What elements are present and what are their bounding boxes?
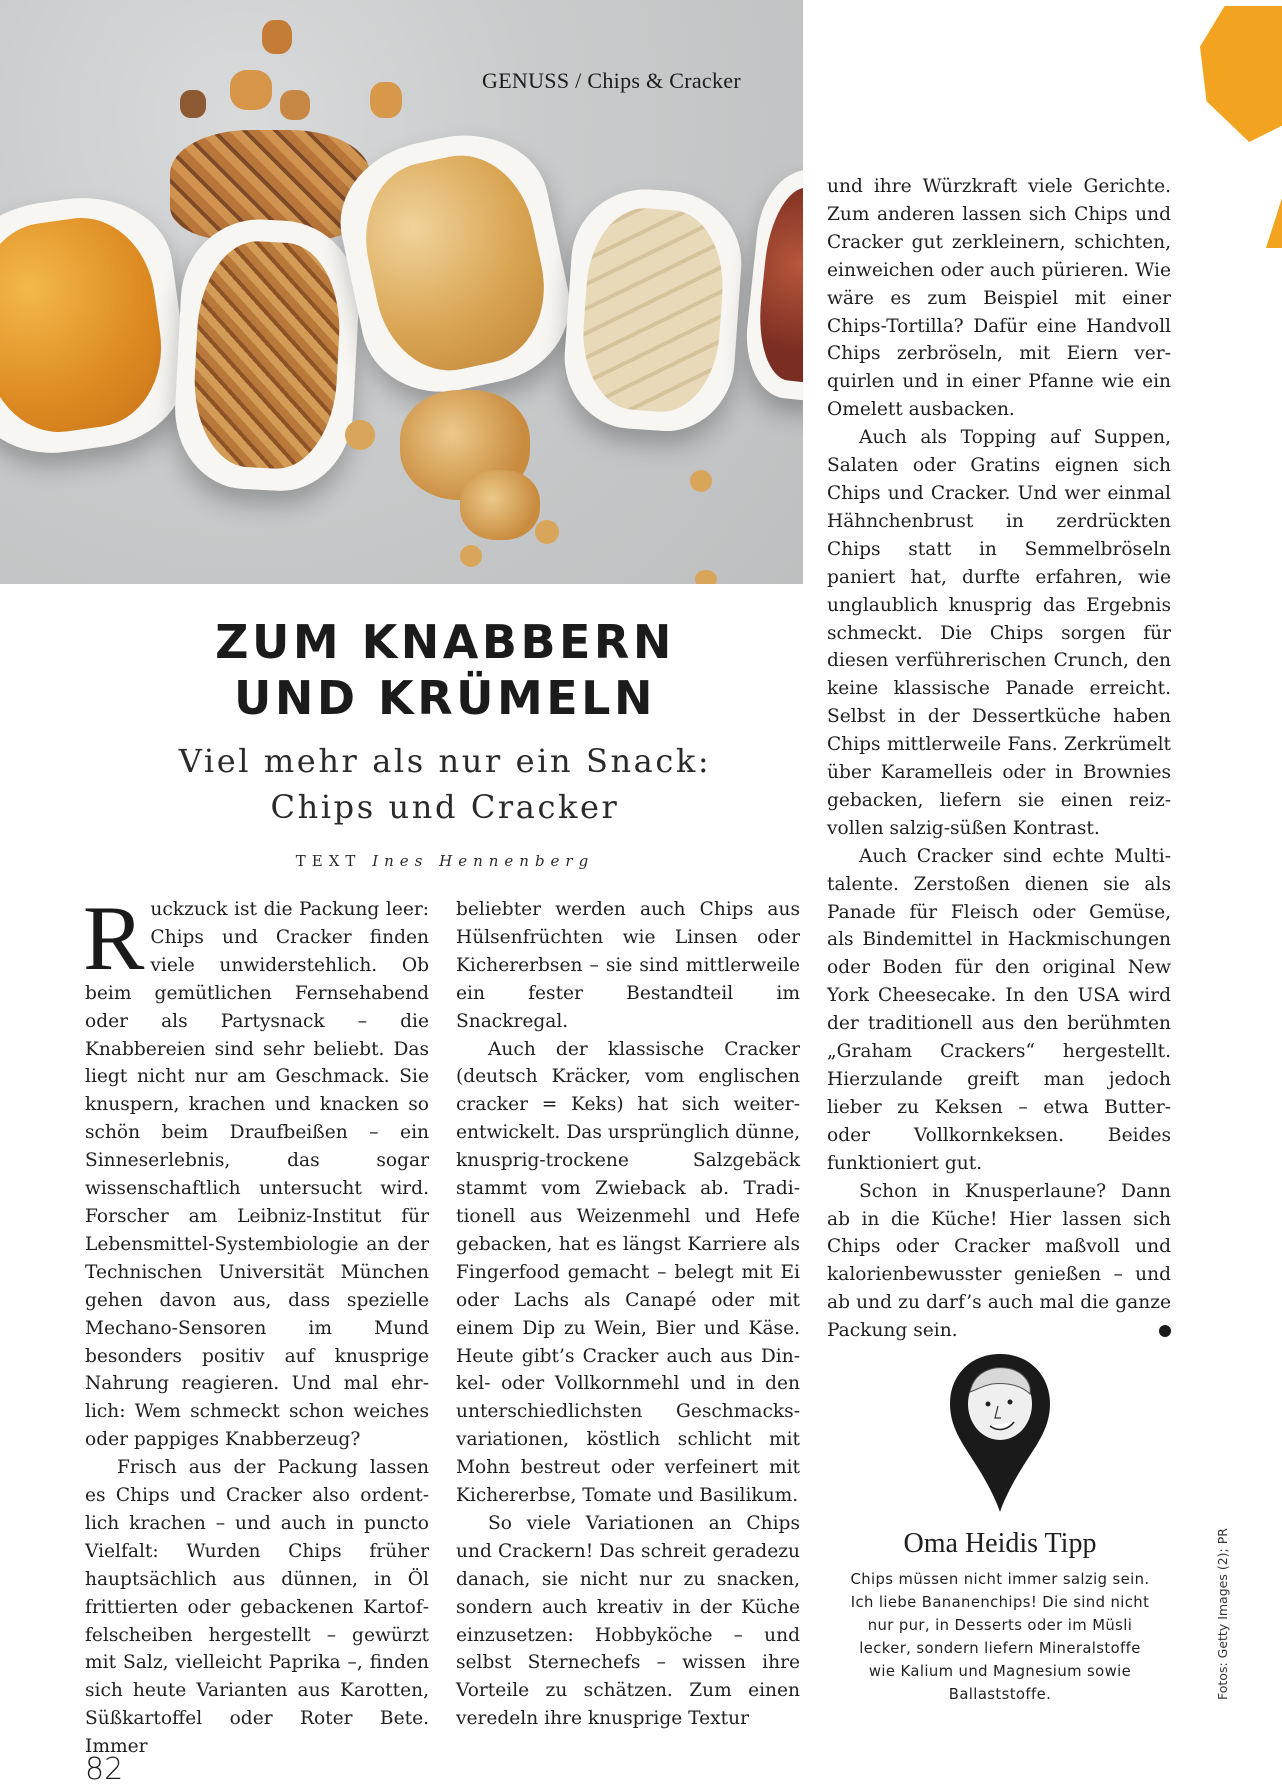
loose-popcorn — [690, 470, 712, 492]
paragraph: beliebter werden auch Chips aus Hülsenfrüchten wie Linsen oder Kichererbsen – sie sind mittlerweile ein fester Bestandteil im Snackregal. — [456, 899, 800, 1032]
column-middle — [456, 896, 800, 1733]
loose-snack-piece — [180, 90, 206, 118]
map-pin-portrait-icon — [948, 1352, 1052, 1514]
page-number: 82 — [85, 1752, 124, 1787]
loose-snack-piece — [280, 90, 310, 120]
loose-snack-piece — [370, 82, 402, 118]
decorative-chip — [1200, 6, 1282, 142]
paragraph: Schon in Knusperlaune? Dann ab in die Küche! Hier lassen sich Chips oder Cracker maßvoll und kalorienbewusster genießen – und ab und zu darf’s auch mal die ganze Packung sein. — [827, 1180, 1171, 1342]
decorative-chip — [1266, 198, 1282, 248]
headline-line-2: UND KRÜMELN — [234, 671, 656, 725]
column-right — [827, 173, 1171, 1345]
loose-popcorn — [460, 545, 482, 567]
byline-author: Ines Hennenberg — [372, 852, 595, 870]
hero-photo — [0, 0, 803, 584]
paragraph: Auch der klassische Cracker (deutsch Kräcker, vom englischen cracker = Keks) hat sich weiterentwickelt. Das ursprünglich dünne, knusprig-trockene Salzgebäck stammt vom Zwieback ab. Traditionell aus Weizenmehl und Hefe gebacken, hat es längst Karriere als Fingerfood gemacht – belegt mit Ei oder Lachs als Canapé oder mit einem Dip zu Wein, Bier und Käse. Heute gibt’s Cracker auch aus Dinkel- oder Vollkornmehl und in den unterschiedlichsten Geschmacksvariationen, köstlich schlicht mit Mohn bestreut oder verfeinert mit Kichererbse, Tomate und Basilikum. — [456, 1038, 800, 1507]
article-headline — [80, 614, 810, 726]
paragraph: und ihre Würzkraft viele Gerichte. Zum anderen lassen sich Chips und Cracker gut zerkleinern, schichten, einweichen oder auch pürieren. Wie wäre es zum Beispiel mit einer Chips-Tortilla? Dafür eine Handvoll Chips zerbröseln, mit Eiern verquirlen und in einer Pfanne wie ein Omelett ausbacken. — [827, 176, 1171, 421]
column-left — [83, 887, 429, 1761]
loose-popcorn — [460, 470, 540, 540]
bowl-beet-chips — [740, 165, 803, 405]
tip-title: Oma Heidis Tipp — [903, 1528, 1097, 1559]
bowl-seeded-crackers — [560, 184, 746, 435]
loose-snack-piece — [230, 70, 272, 110]
loose-popcorn — [535, 520, 559, 544]
paragraph: Auch Cracker sind echte Multitalente. Zerstoßen dienen sie als Panade für Fleisch oder Gemüse, als Bindemittel in Hackmischungen oder Boden für den original New York Cheesecake. In den USA wird der traditionell aus den berühmten „Graham Crackers“ hergestellt. Hierzulande greift man jedoch lieber zu Keksen – etwa Butter- oder Vollkornkeksen. Beides funktioniert gut. — [827, 845, 1171, 1174]
drop-cap: R — [83, 887, 145, 989]
paragraph: So viele Variationen an Chips und Crackern! Das schreit geradezu danach, sie nicht nur zu snacken, sondern auch kreativ in der Küche einzusetzen: Hobbyköche – und selbst Sternechefs – wissen ihre Vorteile zu schätzen. Zum einen veredeln ihre knusprige Textur — [456, 1512, 800, 1730]
article-subtitle — [80, 738, 810, 830]
loose-snack-piece — [262, 20, 292, 54]
subtitle-line-2: Chips und Cracker — [270, 788, 620, 826]
section-label: GENUSS / Chips & Cracker — [482, 68, 741, 93]
loose-popcorn — [695, 570, 717, 584]
paragraph: Ruckzuck ist die Packung leer: Chips und Cracker finden viele unwiderstehlich. Ob beim gemütlichen Fernsehabend oder als Partysnack – die Knabbereien sind sehr beliebt. Das liegt nicht nur am Geschmack. Sie knuspern, krachen und knacken so schön beim Draufbeißen – ein Sinneserlebnis, das sogar wissenschaftlich untersucht wird. Forscher am Leibniz-Institut für Lebensmittel-Systembiologie an der Technischen Universität München gehen davon aus, dass spezielle Mechano-Sensoren im Mund besonders positiv auf knusprige Nahrung reagieren. Und mal ehrlich: Wem schmeckt schon weiches oder pappiges Knabberzeug? — [83, 887, 429, 1451]
bowl-snack-mix — [171, 216, 363, 495]
photo-credit: Fotos: Getty Images (2); PR — [1215, 1528, 1230, 1700]
byline — [80, 852, 810, 870]
loose-popcorn — [345, 420, 375, 450]
end-of-article-icon — [1159, 1325, 1171, 1337]
headline-line-1: ZUM KNABBERN — [215, 615, 675, 669]
tip-body: Chips müssen nicht immer salzig sein. Ich liebe Bananenchips! Die sind nicht nur pur, in Desserts oder im Müsli lecker, sondern liefern Mineralstoffe wie Kalium und Magnesium sowie Ballaststoffe. — [850, 1571, 1150, 1703]
paragraph: Auch als Topping auf Suppen, Salaten oder Gratins eignen sich Chips und Cracker. Und wer einmal Hähnchenbrust in zerdrückten Chips statt in Semmelbröseln paniert hat, durfte erfahren, wie unglaublich knusprig das Ergebnis schmeckt. Die Chips sorgen für diesen verführerischen Crunch, den keine klassische Panade erreicht. Selbst in der Dessertküche haben Chips mittlerweile Fans. Zerkrümelt über Karamelleis oder in Brownies gebacken, liefern sie einen reizvollen salzig-süßen Kontrast. — [827, 427, 1171, 839]
bowl-potato-chips — [0, 186, 196, 464]
byline-label: TEXT — [295, 852, 362, 870]
paragraph: Frisch aus der Packung lassen es Chips und Cracker also ordentlich krachen – und auch in puncto Vielfalt: Wurden Chips früher hauptsächlich aus dünnen, in Öl frittierten oder gebackenen Kartoffelscheiben hergestellt – gewürzt mit Salz, vielleicht Paprika –, finden sich heute Varianten aus Karotten, Süßkartoffel oder Roter Bete. Immer — [85, 1457, 429, 1758]
subtitle-line-1: Viel mehr als nur ein Snack: — [178, 742, 712, 780]
